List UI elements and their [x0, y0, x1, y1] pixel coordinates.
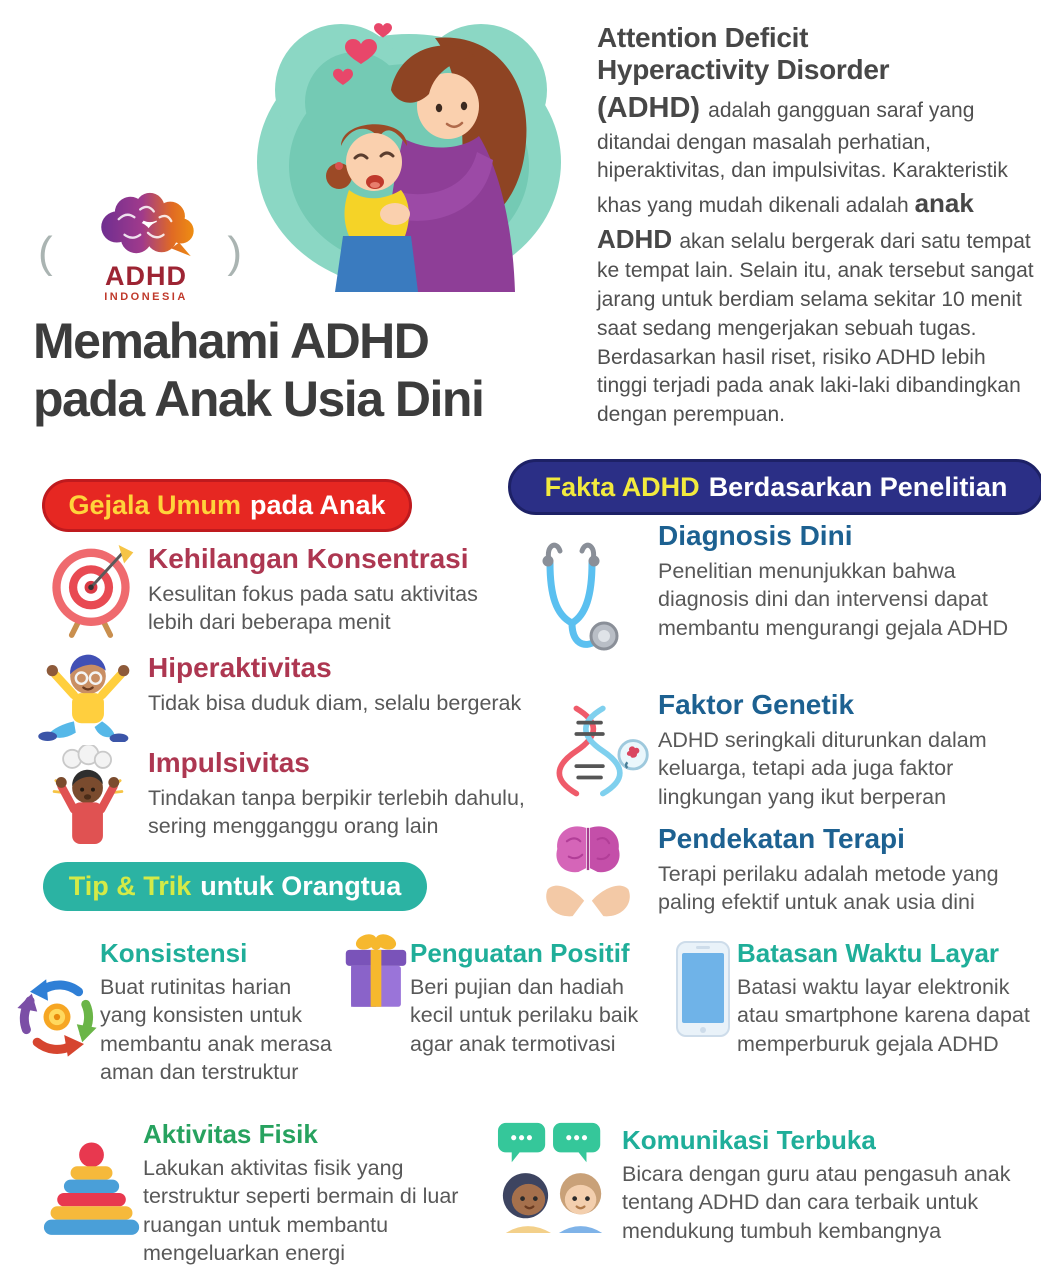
- fact-title: Pendekatan Terapi: [658, 823, 905, 854]
- tip-item: [622, 1126, 1040, 1245]
- mother-hugging-child-illustration: [243, 10, 573, 300]
- anak-adhd-bold: anak ADHD: [597, 188, 974, 254]
- symptom-desc: Tidak bisa duduk diam, selalu bergerak: [148, 690, 522, 715]
- badge-highlight-text: Fakta ADHD: [544, 471, 700, 502]
- fact-title: Faktor Genetik: [658, 689, 855, 720]
- impulsive-child-icon: [45, 745, 131, 847]
- tip-title: Komunikasi Terbuka: [622, 1125, 876, 1155]
- gift-icon: [336, 930, 416, 1016]
- hyperactive-child-icon: [36, 650, 140, 742]
- tip-item: [737, 939, 1041, 1058]
- symptom-item: [148, 544, 528, 637]
- smartphone-icon: [676, 941, 730, 1037]
- tip-item: [100, 939, 345, 1087]
- fact-item: [658, 521, 1040, 643]
- intro-text-1: adalah gangguan saraf yang ditandai dengan masalah perhatian, hiperaktivitas, dan impulsivitas. Karakteristik khas yang mudah dikenali adalah: [597, 98, 1008, 218]
- dna-icon: [548, 703, 652, 799]
- logo-wordmark: ADHD: [105, 261, 187, 291]
- symptom-title: Impulsivitas: [148, 747, 310, 778]
- brain-logo-icon: [87, 190, 205, 262]
- fact-desc: Terapi perilaku adalah metode yang paling efektif untuk anak usia dini: [658, 861, 999, 915]
- tip-desc: Batasi waktu layar elektronik atau smartphone karena dapat memperburuk gejala ADHD: [737, 974, 1030, 1056]
- section-badge-gejala: [42, 479, 412, 532]
- page-title-line2: pada Anak Usia Dini: [33, 371, 484, 427]
- symptom-item: [148, 748, 568, 841]
- badge-highlight-text: Tip & Trik: [68, 871, 192, 901]
- badge-rest-text: untuk Orangtua: [200, 871, 402, 901]
- adhd-indonesia-logo: [36, 190, 256, 318]
- badge-rest-text: pada Anak: [250, 490, 386, 520]
- fact-item: [658, 690, 1040, 812]
- intro-heading-line1: Attention Deficit: [597, 22, 809, 53]
- fact-item: [658, 824, 1040, 917]
- tip-title: Konsistensi: [100, 938, 248, 968]
- badge-highlight-text: Gejala Umum: [68, 490, 241, 520]
- talking-children-icon: [496, 1116, 614, 1238]
- intro-heading-line2: Hyperactivity Disorder: [597, 54, 890, 86]
- badge-rest-text: Berdasarkan Penelitian: [708, 471, 1008, 502]
- tip-desc: Bicara dengan guru atau pengasuh anak tentang ADHD dan cara terbaik untuk mendukung tumbuh kembangnya: [622, 1161, 1011, 1243]
- tip-item: [410, 939, 672, 1058]
- section-badge-tips: [43, 862, 427, 911]
- symptom-title: Hiperaktivitas: [148, 652, 332, 683]
- headphone-arc-left-icon: (: [38, 228, 53, 277]
- intro-paragraph: [597, 22, 1040, 430]
- tip-title: Aktivitas Fisik: [143, 1119, 318, 1149]
- fact-desc: Penelitian menunjukkan bahwa diagnosis dini dan intervensi dapat membantu mengurangi gejala ADHD: [658, 558, 1009, 640]
- tip-desc: Beri pujian dan hadiah kecil untuk perilaku baik agar anak termotivasi: [410, 974, 639, 1056]
- stethoscope-icon: [528, 533, 620, 661]
- tip-title: Penguatan Positif: [410, 938, 630, 968]
- intro-text-2: akan selalu bergerak dari satu tempat ke tempat lain. Selain itu, anak tersebut sangat jarang untuk berdiam selama sekitar 10 menit saat sedang mengerjakan sebuah tugas. Berdasarkan hasil riset, risiko ADHD lebih tinggi terjadi pada anak laki-laki dibandingkan dengan perempuan.: [597, 229, 1034, 427]
- fact-title: Diagnosis Dini: [658, 520, 853, 551]
- tip-item: [143, 1120, 493, 1268]
- symptom-item: [148, 653, 568, 717]
- cycle-arrows-icon: [12, 972, 102, 1062]
- adhd-abbrev: (ADHD): [597, 91, 709, 124]
- tip-title: Batasan Waktu Layar: [737, 938, 1000, 968]
- brain-hands-icon: [540, 820, 636, 924]
- fact-desc: ADHD seringkali diturunkan dalam keluarga, tetapi ada juga faktor lingkungan yang ikut berperan: [658, 727, 987, 809]
- page-title-line1: Memahami ADHD: [33, 313, 429, 369]
- symptom-desc: Tindakan tanpa berpikir terlebih dahulu, sering mengganggu orang lain: [148, 785, 525, 839]
- symptom-title: Kehilangan Konsentrasi: [148, 543, 469, 574]
- headphone-arc-right-icon: ): [227, 228, 242, 277]
- target-icon: [45, 541, 137, 641]
- section-badge-fakta: [508, 459, 1041, 515]
- stacking-rings-icon: [42, 1138, 142, 1246]
- logo-subtitle: INDONESIA: [104, 291, 188, 303]
- page-title: [33, 312, 589, 428]
- symptom-desc: Kesulitan fokus pada satu aktivitas lebih dari beberapa menit: [148, 581, 478, 635]
- tip-desc: Lakukan aktivitas fisik yang terstruktur seperti bermain di luar ruangan untuk membantu mengeluarkan energi: [143, 1155, 459, 1266]
- tip-desc: Buat rutinitas harian yang konsisten untuk membantu anak merasa aman dan terstruktur: [100, 974, 332, 1085]
